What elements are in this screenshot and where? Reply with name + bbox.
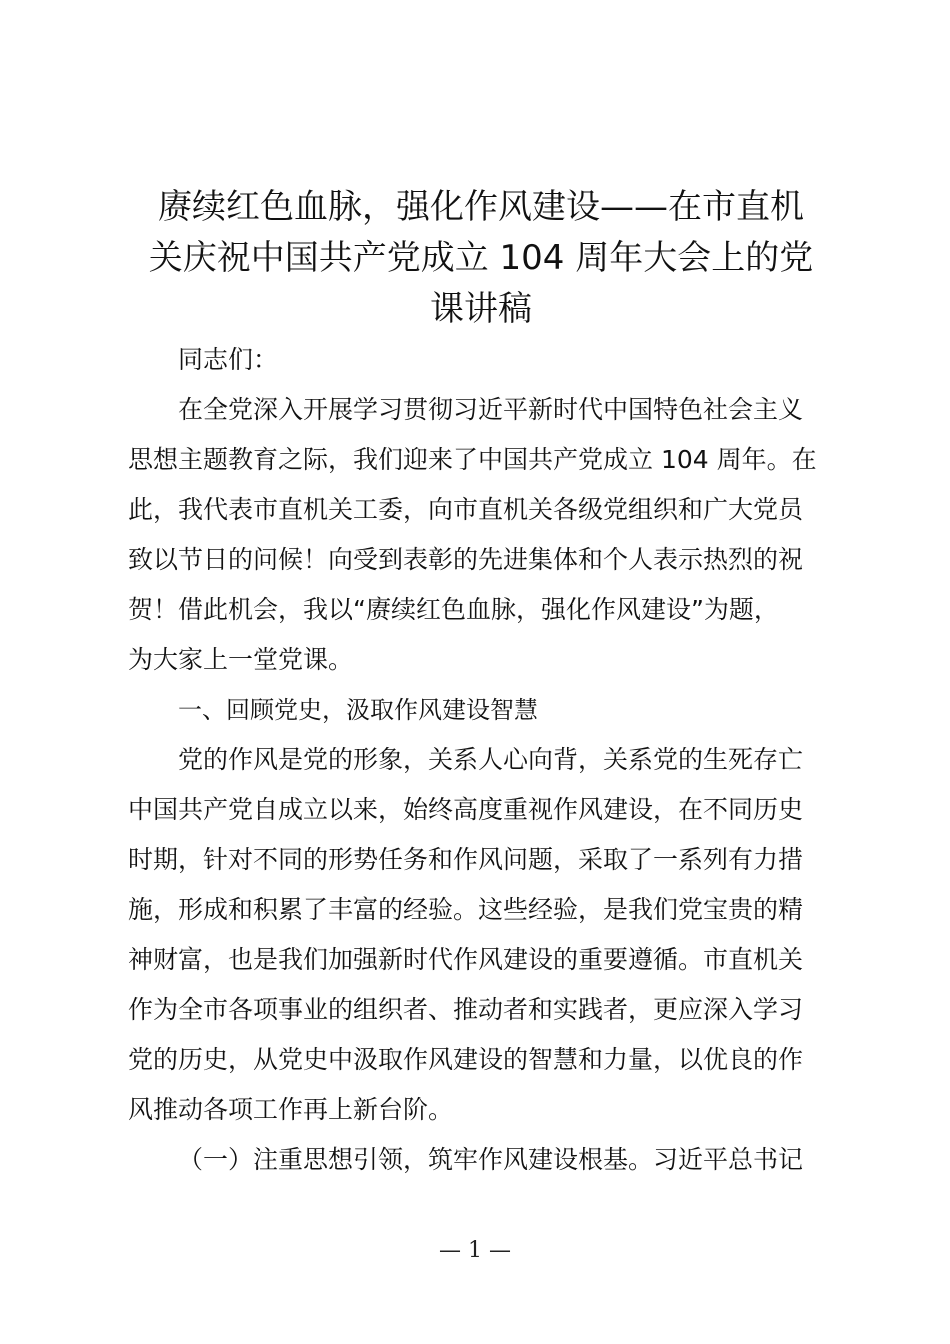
paragraph-line: 施，形成和积累了丰富的经验。这些经验，是我们党宝贵的精	[128, 895, 804, 924]
document-body	[128, 335, 834, 1185]
paragraph-line: 此，我代表市直机关工委，向市直机关各级党组织和广大党员	[128, 495, 804, 524]
salutation: 同志们：	[178, 345, 279, 374]
paragraph-line: 风推动各项工作再上新台阶。	[128, 1095, 454, 1124]
paragraph-line: 神财富，也是我们加强新时代作风建设的重要遵循。市直机关	[128, 945, 804, 974]
title-line: 课讲稿	[430, 289, 532, 329]
paragraph-line: 思想主题教育之际，我们迎来了中国共产党成立 104 周年。在	[128, 445, 817, 474]
subsection-start: （一）注重思想引领，筑牢作风建设根基。习近平总书记	[178, 1145, 804, 1174]
paragraph-line: 致以节日的问候！向受到表彰的先进集体和个人表示热烈的祝	[128, 545, 804, 574]
paragraph-line: 为大家上一堂党课。	[128, 645, 354, 674]
paragraph-line: 贺！借此机会，我以“赓续红色血脉，强化作风建设”为题，	[128, 595, 779, 624]
paragraph-line: 中国共产党自成立以来，始终高度重视作风建设，在不同历史	[128, 795, 804, 824]
title-line: 关庆祝中国共产党成立 104 周年大会上的党	[148, 238, 814, 278]
paragraph-line: 作为全市各项事业的组织者、推动者和实践者，更应深入学习	[128, 995, 804, 1024]
paragraph-line: 党的历史，从党史中汲取作风建设的智慧和力量，以优良的作	[128, 1045, 804, 1074]
paragraph-line: 党的作风是党的形象，关系人心向背，关系党的生死存亡	[178, 745, 804, 774]
paragraph-section1	[128, 735, 834, 1135]
page-number: — 1 —	[439, 1238, 511, 1263]
section-heading: 一、回顾党史，汲取作风建设智慧	[178, 696, 538, 724]
paragraph-opening	[128, 385, 834, 685]
document-title	[128, 182, 834, 335]
paragraph-line: 在全党深入开展学习贯彻习近平新时代中国特色社会主义	[178, 395, 804, 424]
paragraph-line: 时期，针对不同的形势任务和作风问题，采取了一系列有力措	[128, 845, 804, 874]
title-line: 赓续红色血脉，强化作风建设——在市直机	[158, 187, 804, 227]
